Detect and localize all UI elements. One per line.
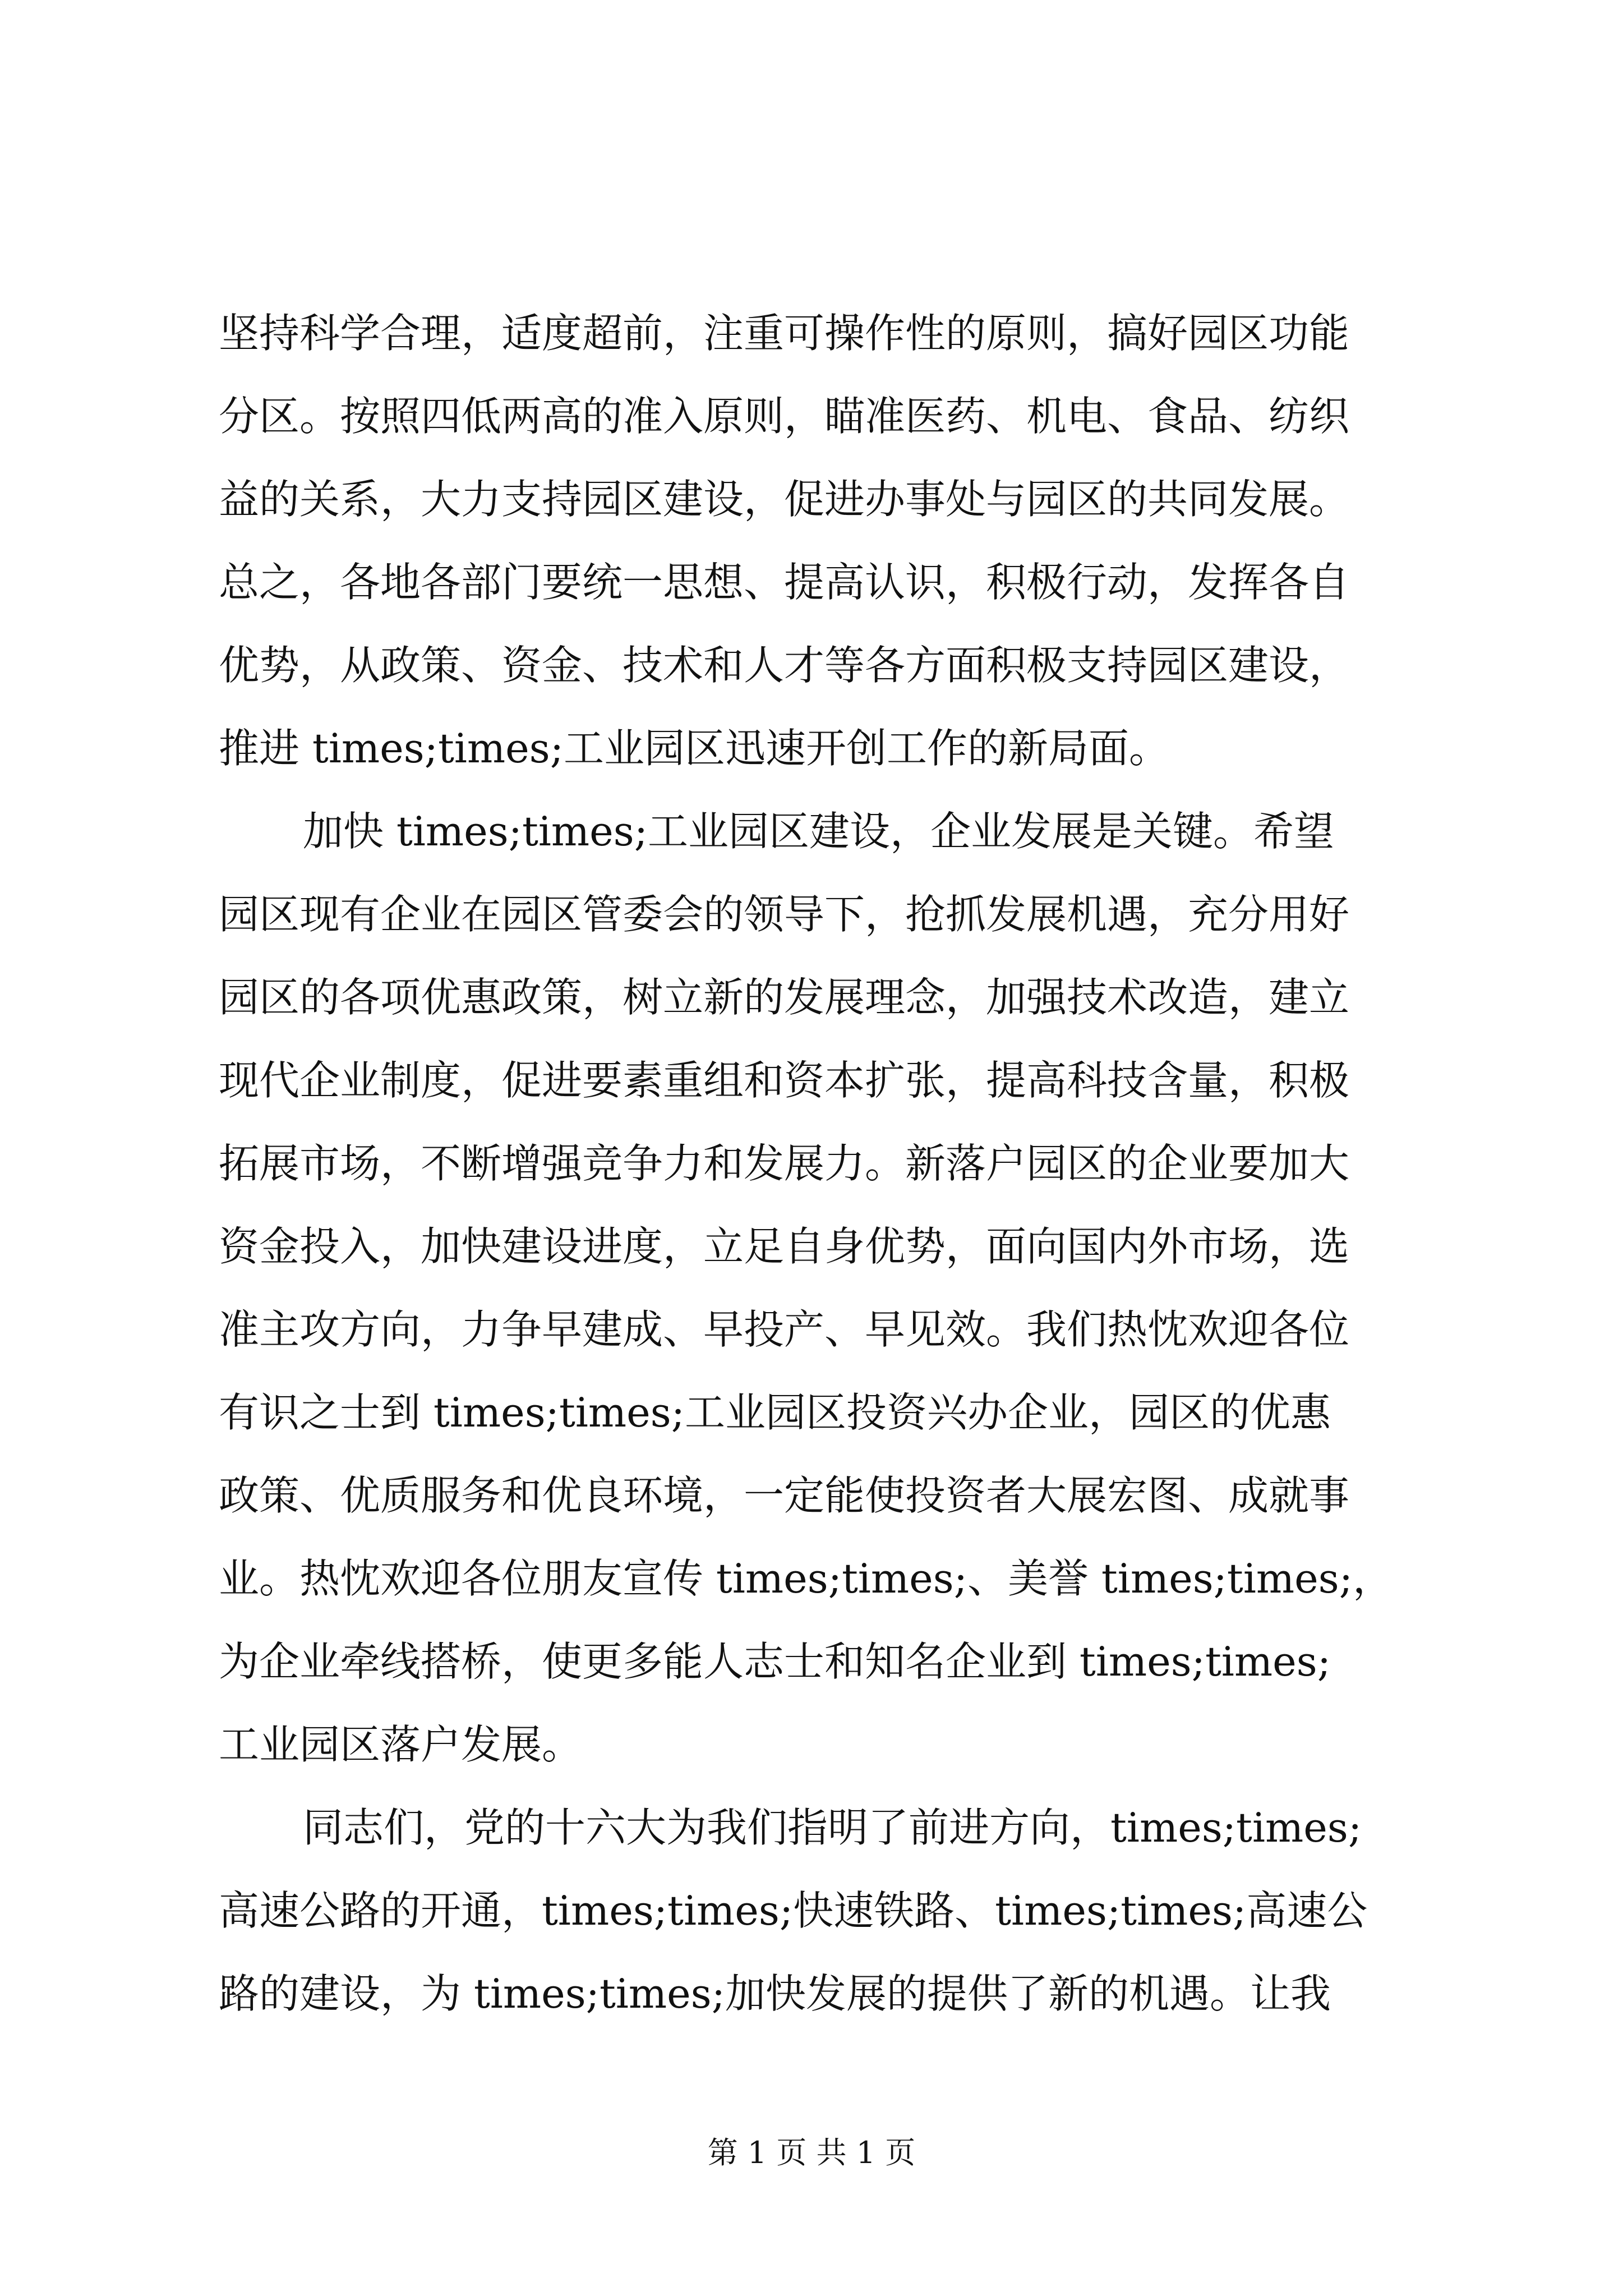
paragraph-first-line: 同志们，党的十六大为我们指明了前进方向，times;times; bbox=[303, 1804, 1362, 1851]
paragraph-first-line: 加快 times;times;工业园区建设，企业发展是关键。希望 bbox=[303, 808, 1334, 855]
page-footer bbox=[0, 2129, 1623, 2172]
text-line: 拓展市场，不断增强竞争力和发展力。新落户园区的企业要加大 bbox=[219, 1140, 1350, 1187]
text-line: 分区。按照四低两高的准入原则，瞄准医药、机电、食品、纺织 bbox=[219, 393, 1350, 440]
text-line: 为企业牵线搭桥，使更多能人志士和知名企业到 times;times; bbox=[219, 1638, 1331, 1685]
text-line: 现代企业制度，促进要素重组和资本扩张，提高科技含量，积极 bbox=[219, 1057, 1350, 1104]
text-line: 优势，从政策、资金、技术和人才等各方面积极支持园区建设， bbox=[219, 642, 1350, 689]
text-line: 业。热忱欢迎各位朋友宣传 times;times;、美誉 times;times;， bbox=[219, 1555, 1393, 1602]
text-line: 有识之士到 times;times;工业园区投资兴办企业，园区的优惠 bbox=[219, 1389, 1331, 1436]
text-line: 资金投入，加快建设进度，立足自身优势，面向国内外市场，选 bbox=[219, 1223, 1350, 1270]
text-line: 推进 times;times;工业园区迅速开创工作的新局面。 bbox=[219, 725, 1169, 772]
text-line: 总之，各地各部门要统一思想、提高认识，积极行动，发挥各自 bbox=[219, 559, 1350, 606]
text-line: 高速公路的开通，times;times;快速铁路、times;times;高速公 bbox=[219, 1887, 1368, 1934]
text-line: 路的建设，为 times;times;加快发展的提供了新的机遇。让我 bbox=[219, 1970, 1331, 2017]
text-line: 园区现有企业在园区管委会的领导下，抢抓发展机遇，充分用好 bbox=[219, 891, 1350, 938]
text-line: 园区的各项优惠政策，树立新的发展理念，加强技术改造，建立 bbox=[219, 974, 1350, 1021]
page-number-label: 第 1 页 共 1 页 bbox=[707, 2135, 916, 2170]
text-line: 益的关系，大力支持园区建设，促进办事处与园区的共同发展。 bbox=[219, 476, 1350, 523]
text-line: 准主攻方向，力争早建成、早投产、早见效。我们热忱欢迎各位 bbox=[219, 1306, 1350, 1353]
document-body bbox=[219, 292, 1424, 2035]
text-line: 工业园区落户发展。 bbox=[219, 1721, 583, 1768]
text-line: 坚持科学合理，适度超前，注重可操作性的原则，搞好园区功能 bbox=[219, 310, 1350, 357]
text-line: 政策、优质服务和优良环境，一定能使投资者大展宏图、成就事 bbox=[219, 1472, 1350, 1519]
